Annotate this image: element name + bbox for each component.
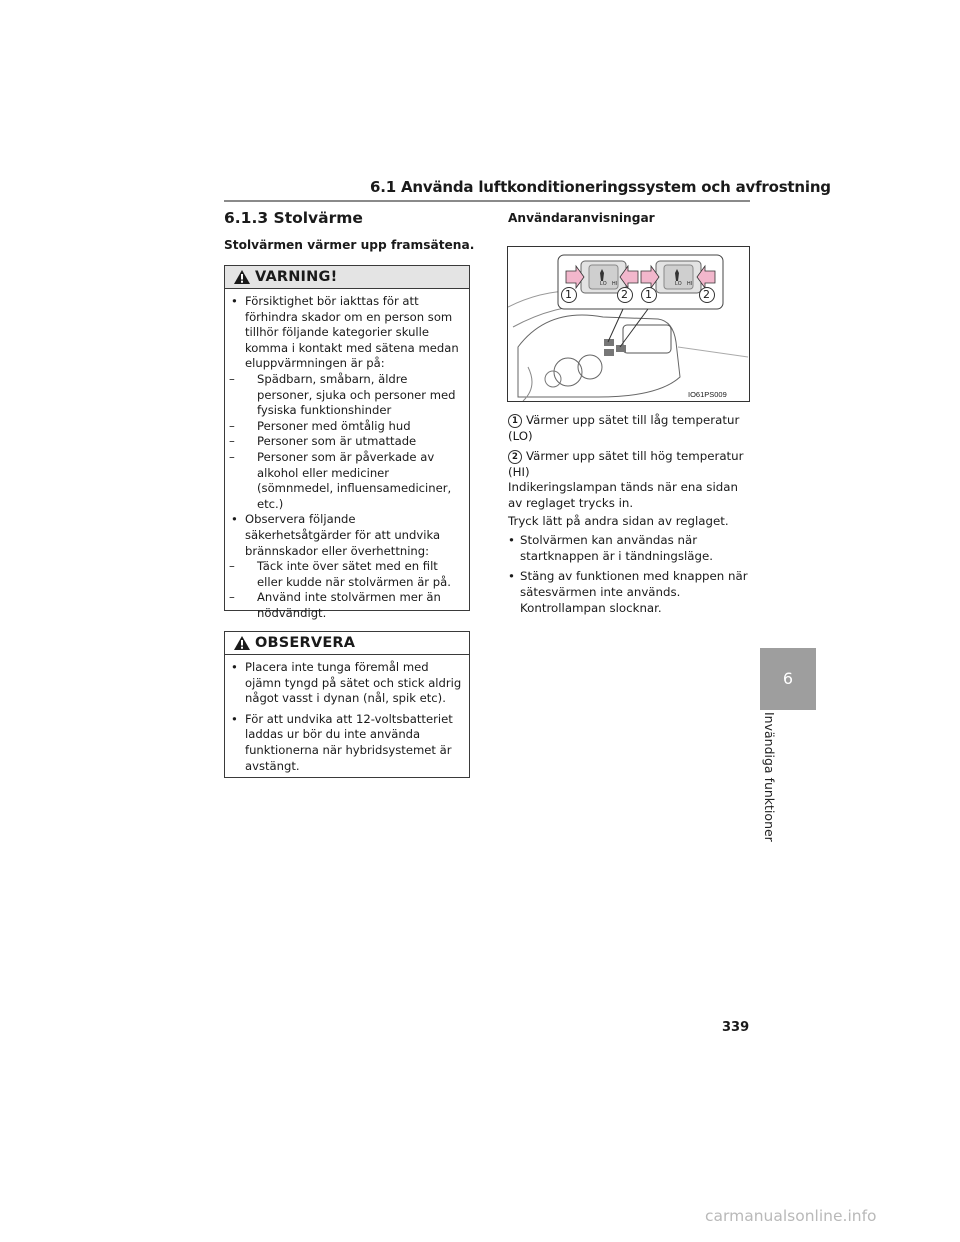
page-number: 339 — [722, 1020, 750, 1035]
notice-box — [224, 631, 470, 778]
watermark: carmanualsonline.info — [705, 1207, 877, 1225]
instruction-bullet: • Stäng av funktionen med knappen när sätesvärmen inte används. Kontrollampan slocknar. — [508, 569, 748, 615]
switch-hi-label: HI — [687, 281, 692, 287]
running-header: 6.1 Använda luftkonditioneringssystem och avfrostning — [370, 178, 831, 196]
section-intro: Stolvärmen värmer upp framsätena. — [224, 238, 475, 252]
switch-lo-label: LO — [600, 281, 607, 287]
legend-item: 2 Värmer upp sätet till hög temperatur (HI) — [508, 449, 744, 479]
notice-label: OBSERVERA — [255, 635, 356, 651]
section-title: 6.1.3 Stolvärme — [224, 209, 363, 227]
header-divider — [224, 200, 750, 202]
switch-lo-label: LO — [675, 281, 682, 287]
warning-subitem: – Personer som är påverkade av alkohol eller mediciner (sömnmedel, influensamediciner, etc.) — [229, 449, 452, 511]
warning-triangle-icon — [233, 269, 251, 285]
callout-number: 2 — [703, 288, 710, 301]
warning-label: VARNING! — [255, 269, 338, 285]
callout-number: 2 — [621, 288, 628, 301]
callout-number: 1 — [645, 288, 652, 301]
figure-code: IO61PS009 — [688, 390, 727, 399]
notice-item: • Placera inte tunga föremål med ojämn tyngd på sätet och stick aldrig något vasst i dynan (nål, spik etc). — [231, 660, 462, 706]
legend-item: 1 Värmer upp sätet till låg temperatur (LO) — [508, 413, 740, 443]
legend-number: 2 — [508, 450, 522, 464]
chapter-tab: 6 — [760, 648, 816, 710]
instructions-heading: Användaranvisningar — [508, 211, 655, 225]
warning-item: • Försiktighet bör iakttas för att förhindra skador om en person som tillhör följande kategorier skulle komma i kontakt med sätena medan eluppvärmningen är på: — [231, 294, 459, 371]
notice-item: • För att undvika att 12-voltsbatteriet laddas ur bör du inte använda funktionerna när hybridsystemet är avstängt. — [231, 711, 453, 773]
caution-triangle-icon — [233, 635, 251, 651]
warning-subitem: – Spädbarn, småbarn, äldre personer, sjuka och personer med fysiska funktionshinder — [229, 371, 456, 418]
warning-item: • Observera följande säkerhetsåtgärder för att undvika brännskador eller överhettning: — [231, 512, 441, 558]
warning-subitem: – Personer som är utmattade — [229, 434, 417, 449]
chapter-side-label: Invändiga funktioner — [762, 712, 777, 842]
instruction-paragraph: Indikeringslampan tänds när ena sidan av reglaget trycks in. — [508, 480, 738, 510]
warning-body — [225, 289, 469, 627]
notice-header — [225, 632, 469, 655]
warning-box — [224, 265, 470, 620]
instruction-bullet: • Stolvärmen kan användas när startknappen är i tändningsläge. — [508, 533, 714, 563]
instruction-paragraph: Tryck lätt på andra sidan av reglaget. — [508, 513, 729, 528]
legend-number: 1 — [508, 414, 522, 428]
switch-hi-label: HI — [612, 281, 617, 287]
warning-header — [225, 266, 469, 289]
seat-heater-figure — [507, 246, 750, 402]
notice-body — [225, 655, 469, 785]
warning-subitem: – Personer med ömtålig hud — [229, 418, 411, 433]
warning-subitem: – Använd inte stolvärmen mer än nödvändigt. — [229, 590, 441, 620]
instructions-text — [508, 413, 753, 616]
warning-subitem: – Täck inte över sätet med en filt eller kudde när stolvärmen är på. — [229, 559, 451, 589]
seat-heater-illustration — [508, 247, 749, 401]
callout-number: 1 — [565, 288, 572, 301]
